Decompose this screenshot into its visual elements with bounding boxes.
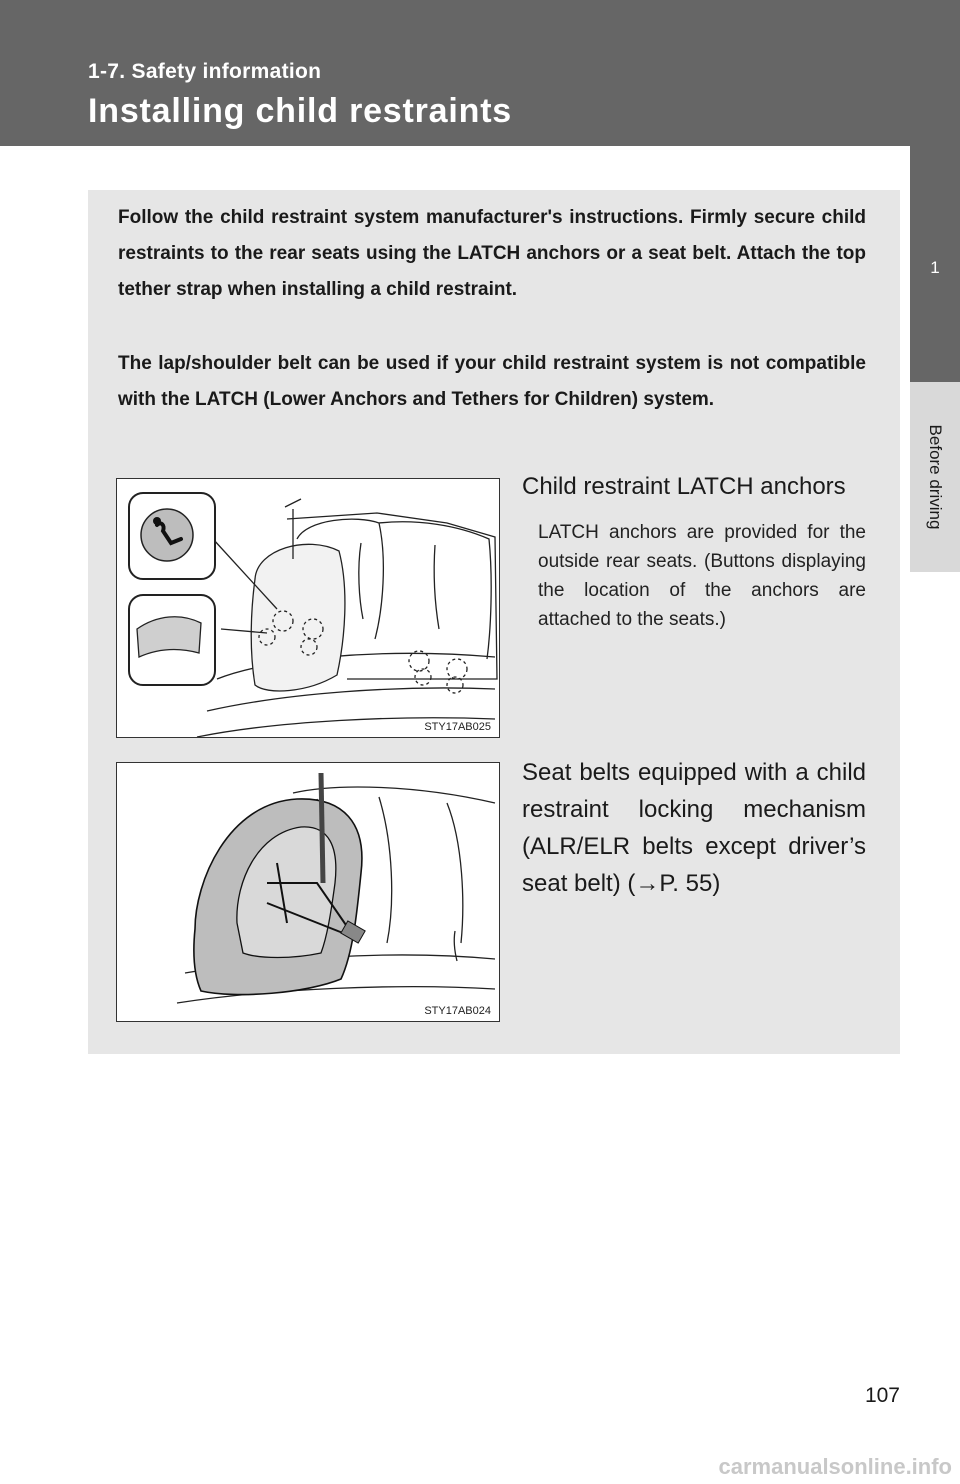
chapter-number: 1 [930,258,940,277]
child-seat-seatbelt-drawing [117,763,499,1021]
latch-anchors-illustration [116,478,500,738]
latch-caption-body: LATCH anchors are provided for the outside rear seats. (Buttons displaying the location of the anchors are attached to the seats.) [538,522,866,630]
latch-caption-title: Child restraint LATCH anchors [522,473,846,500]
seat-belt-restraint-illustration [116,762,500,1022]
watermark: carmanualsonline.info [718,1454,952,1479]
seat-belt-caption: Seat belts equipped with a child restraint locking mechanism (ALR/ELR belts except driver’s seat belt) (→P. 55) [522,759,866,897]
figure-code: STY17AB024 [424,1005,491,1017]
rear-seat-latch-drawing [117,479,499,737]
figure-code: STY17AB025 [424,721,491,733]
anchor-bar-inset [129,595,215,685]
intro-paragraph-1: Follow the child restraint system manufacturer's instructions. Firmly secure child restraints to the rear seats using the LATCH anchors or a seat belt. Attach the top tether strap when installing a child restraint. [118,207,866,300]
chapter-label: Before driving [926,424,945,530]
page-title: Installing child restraints [88,92,513,130]
page-number: 107 [864,1384,900,1407]
anchor-button-inset [129,493,215,579]
intro-paragraph-2: The lap/shoulder belt can be used if your child restraint system is not compatible with the LATCH (Lower Anchors and Tethers for Children) system. [118,353,866,410]
section-title: 1-7. Safety information [88,60,322,83]
